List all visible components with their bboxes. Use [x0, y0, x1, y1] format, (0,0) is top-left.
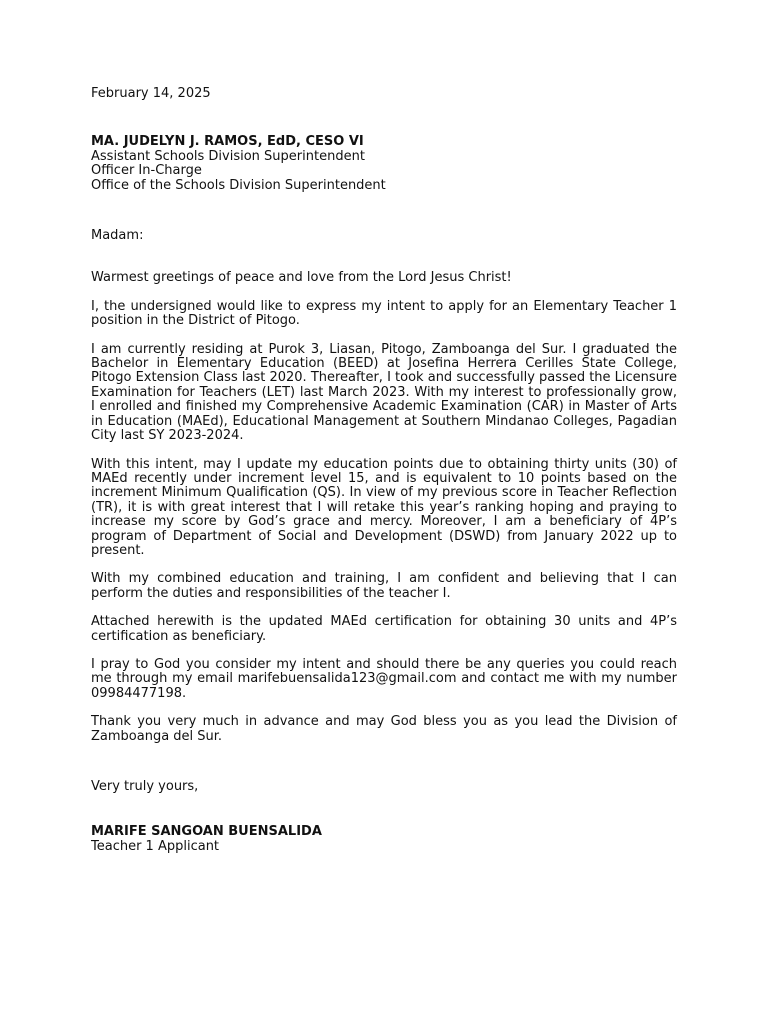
closing: Very truly yours,: [91, 779, 199, 794]
body-paragraph: With my combined education and training, I am confident and believing that I can perform the duties and responsibilities of the teacher I.: [91, 571, 677, 601]
recipient-name: MA. JUDELYN J. RAMOS, EdD, CESO VI: [91, 134, 364, 150]
body-paragraph: With this intent, may I update my education points due to obtaining thirty units (30) of MAEd recently under increment level 15, and is equivalent to 10 points based on the increment Minimum Qualification (QS). In view of my previous score in Teacher Reflection (TR), it is with great interest that I will retake this year’s ranking hoping and praying to increase my score by God’s grace and mercy. Moreover, I am a beneficiary of 4P’s program of Department of Social and Development (DSWD) from January 2022 up to present.: [91, 456, 677, 558]
spacer: [91, 243, 677, 271]
spacer: [91, 744, 677, 780]
spacer: [91, 601, 677, 615]
letter-date: February 14, 2025: [91, 86, 211, 101]
spacer: [91, 558, 677, 572]
spacer: [91, 444, 677, 458]
body-paragraph: I, the undersigned would like to express my intent to apply for an Elementary Teacher 1 position in the District of Pitogo.: [91, 298, 677, 329]
spacer: [91, 794, 677, 825]
recipient-title: Assistant Schools Division Superintendent: [91, 148, 365, 164]
spacer: [91, 101, 677, 135]
body-paragraph: I am currently residing at Purok 3, Liasan, Pitogo, Zamboanga del Sur. I graduated the Bachelor in Elementary Education (BEED) at Josefina Herrera Cerilles State College, Pitogo Extension Class last 2020. Thereafter, I took and successfully passed the Licensure Examination for Teachers (LET) last March 2023. With my interest to professionally grow, I enrolled and finished my Comprehensive Academic Examination (CAR) in Master of Arts in Education (MAEd), Educational Management at Southern Mindanao Colleges, Pagadian City last SY 2023-2024.: [91, 341, 677, 444]
salutation: Madam:: [91, 228, 144, 244]
signatory-role: Teacher 1 Applicant: [91, 838, 220, 854]
spacer: [91, 329, 677, 343]
body-paragraph: Attached herewith is the updated MAEd certification for obtaining 30 units and 4P’s certification as beneficiary.: [91, 614, 677, 644]
spacer: [91, 644, 677, 658]
letter-body: [91, 87, 677, 854]
recipient-title: Officer In-Charge: [91, 163, 202, 179]
signatory-name: MARIFE SANGOAN BUENSALIDA: [91, 824, 322, 840]
spacer: [91, 193, 677, 229]
body-paragraph: Warmest greetings of peace and love from the Lord Jesus Christ!: [91, 270, 512, 286]
recipient-office: Office of the Schools Division Superintendent: [91, 177, 386, 193]
signature-block: [91, 825, 677, 854]
spacer: [91, 286, 677, 300]
spacer: [91, 701, 677, 715]
body-paragraph: I pray to God you consider my intent and should there be any queries you could reach me through my email marifebuensalida123@gmail.com and contact me with my number 09984477198.: [91, 656, 677, 701]
recipient-block: [91, 135, 677, 193]
body-paragraph: Thank you very much in advance and may God bless you as you lead the Division of Zamboanga del Sur.: [91, 714, 677, 744]
